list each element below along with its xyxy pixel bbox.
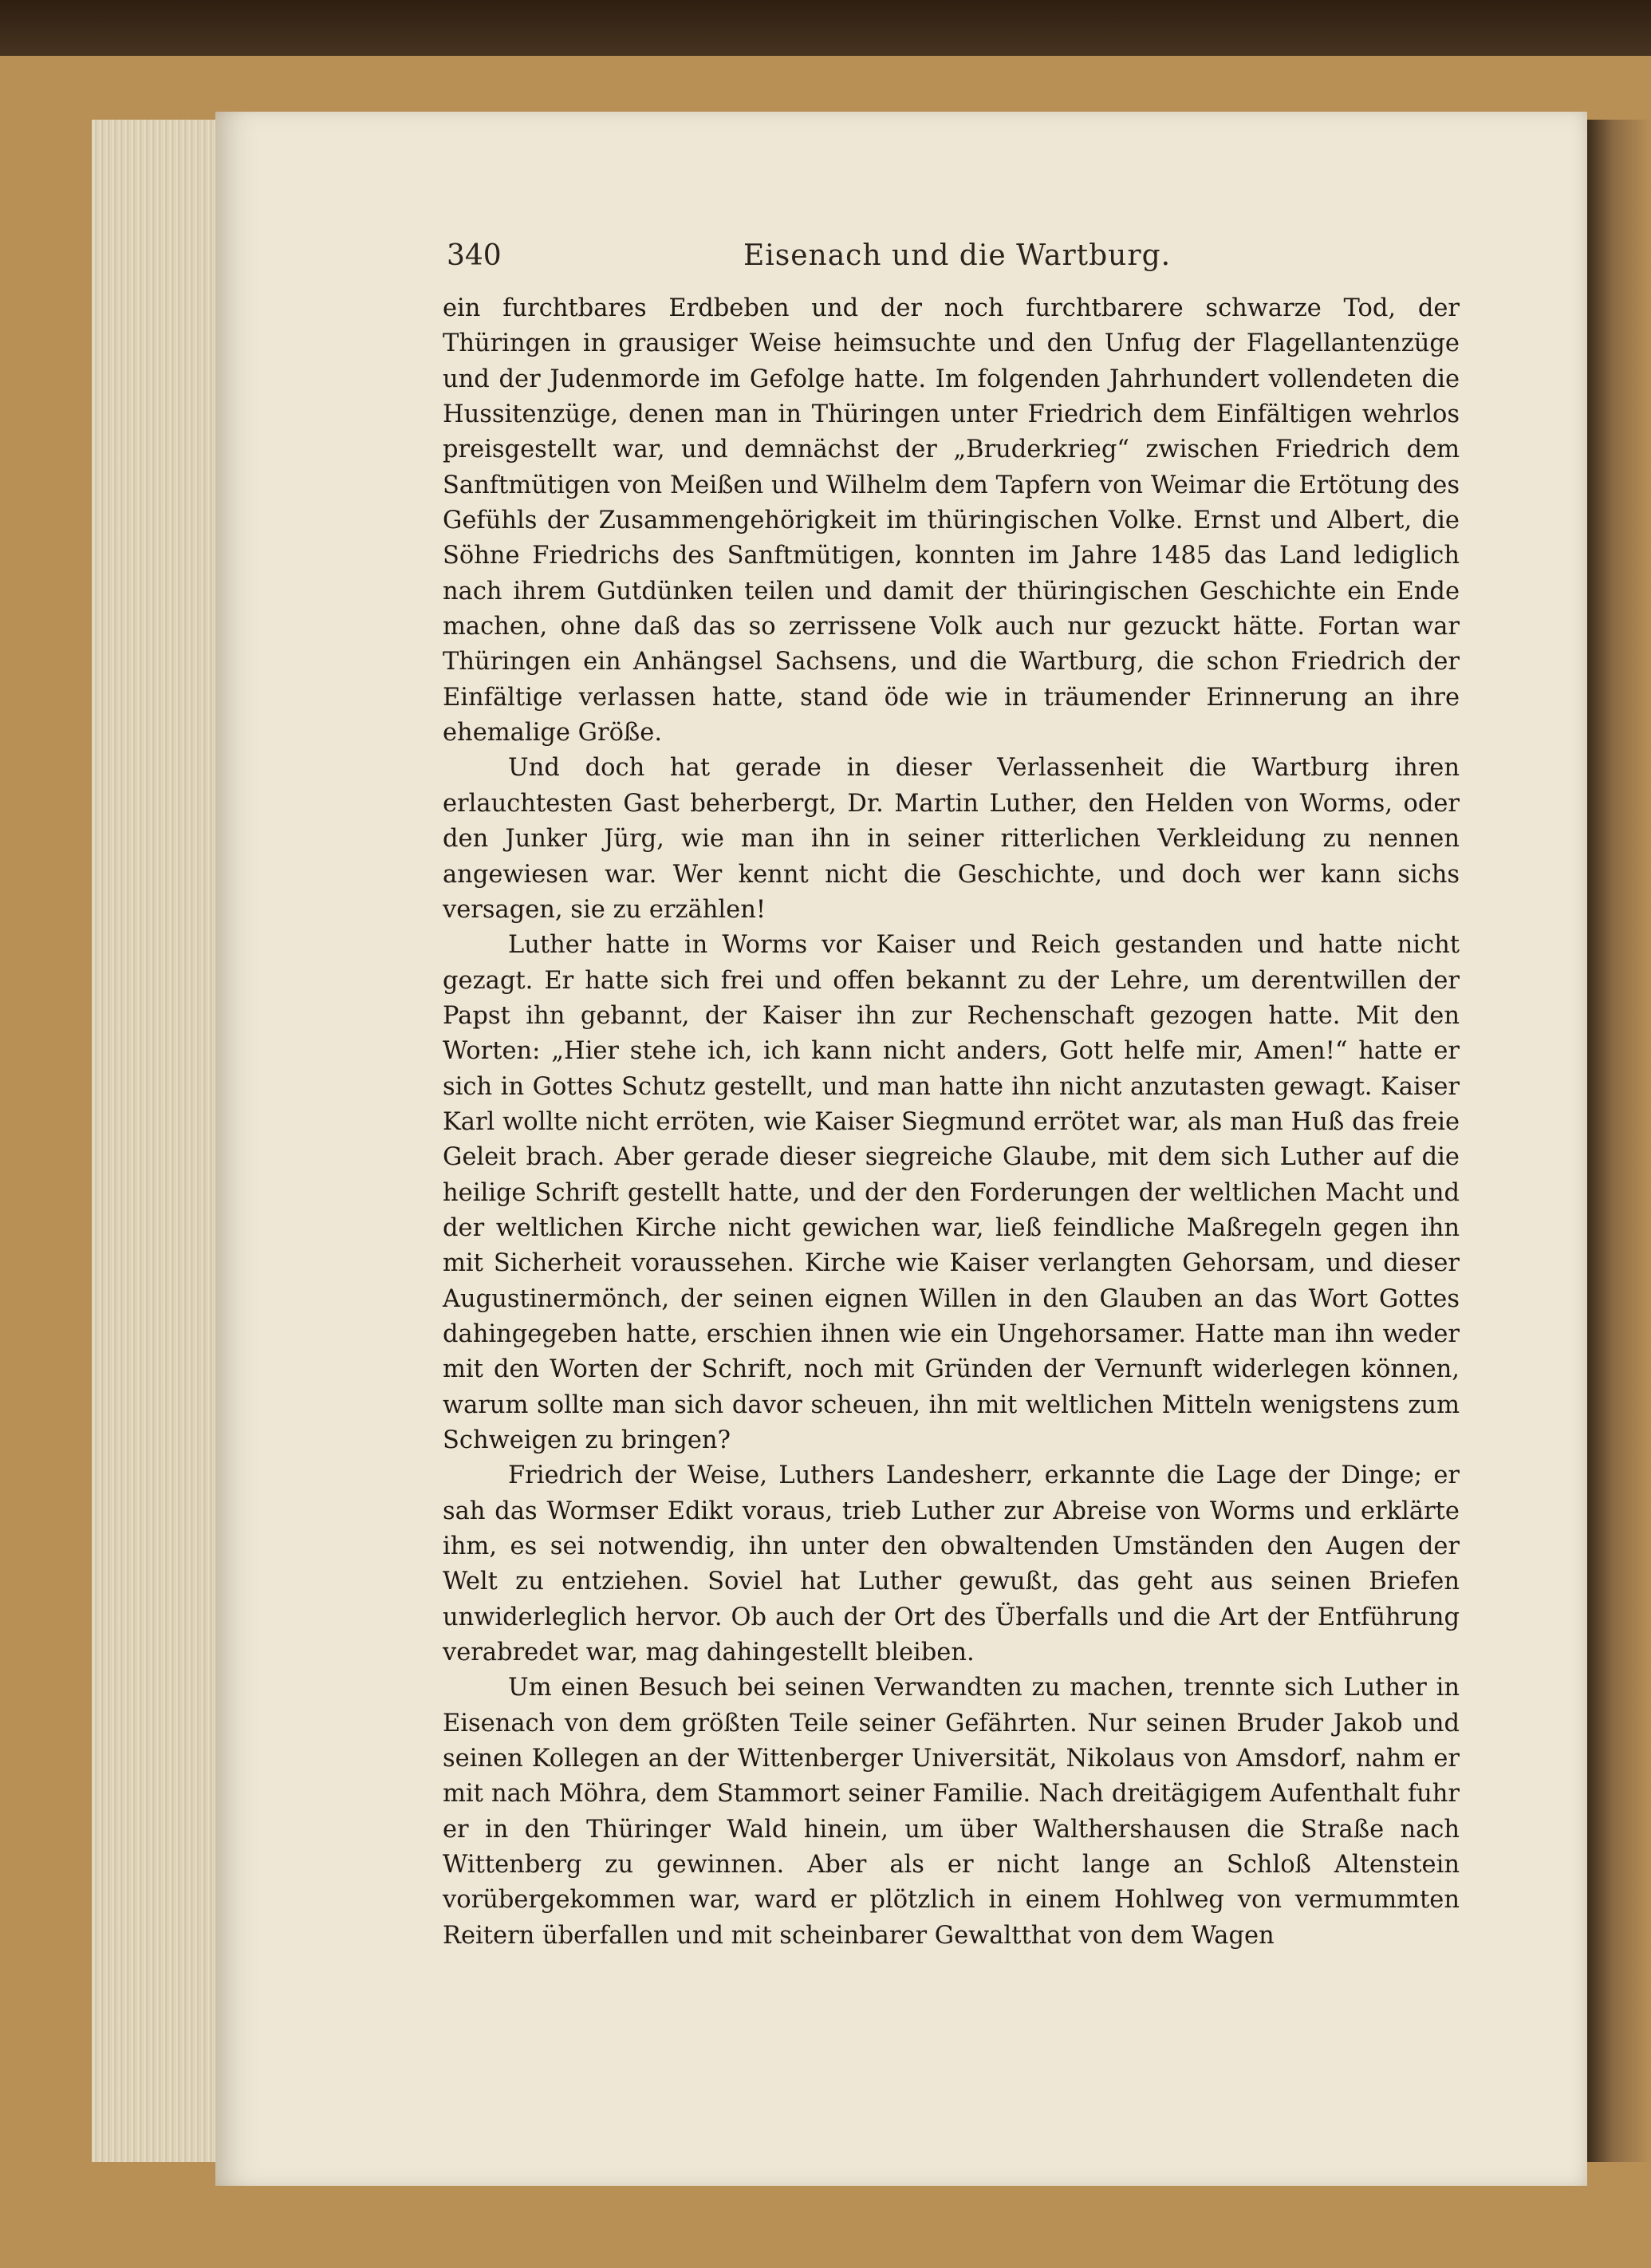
page-number: 340 (447, 239, 502, 272)
background-top (0, 0, 1651, 64)
paragraph: Friedrich der Weise, Luthers Landesherr, erkannte die Lage der Dinge; er sah das Wormser Edikt voraus, trieb Luther zur Abreise von Worms und erklärte ihm, es sei notwendig, ihn unter den obwaltenden Umständen den Augen der Welt zu entziehen. Soviel hat Luther gewußt, das geht aus seinen Briefen unwiderleglich hervor. Ob auch der Ort des Überfalls und die Art der Entführung verabredet war, mag dahingestellt bleiben. (443, 1461, 1460, 1667)
right-page-edge (1587, 120, 1651, 2162)
body-text (443, 291, 1460, 1954)
paragraph: Luther hatte in Worms vor Kaiser und Reich gestanden und hatte nicht gezagt. Er hatte sich frei und offen bekannt zu der Lehre, um derentwillen der Papst ihn gebannt, der Kaiser ihn zur Rechenschaft gezogen hatte. Mit den Worten: „Hier stehe ich, ich kann nicht anders, Gott helfe mir, Amen!“ hatte er sich in Gottes Schutz gestellt, und man hatte ihn nicht anzutasten gewagt. Kaiser Karl wollte nicht erröten, wie Kaiser Siegmund errötet war, als man Huß das freie Geleit brach. Aber gerade dieser siegreiche Glaube, mit dem sich Luther auf die heilige Schrift gestellt hatte, und der den Forderungen der weltlichen Macht und der weltlichen Kirche nicht gewichen war, ließ feindliche Maßregeln gegen ihn mit Sicherheit voraussehen. Kirche wie Kaiser verlangten Gehorsam, und dieser Augustinermönch, der seinen eignen Willen in den Glauben an das Wort Gottes dahingegeben hatte, erschien ihnen wie ein Ungehorsamer. Hatte man ihn weder mit den Worten der Schrift, noch mit Gründen der Vernunft widerlegen können, warum sollte man sich davor scheuen, ihn mit weltlichen Mitteln wenigstens zum Schweigen zu bringen? (443, 931, 1460, 1454)
page-stack-edges (92, 120, 227, 2162)
page-header (447, 239, 1468, 287)
paragraph: ein furchtbares Erdbeben und der noch furchtbarere schwarze Tod, der Thüringen in grausiger Weise heimsuchte und den Unfug der Flagellantenzüge und der Judenmorde im Gefolge hatte. Im folgenden Jahrhundert vollendeten die Hussitenzüge, denen man in Thüringen unter Friedrich dem Einfältigen wehrlos preisgestellt war, und demnächst der „Bruderkrieg“ zwischen Friedrich dem Sanftmütigen von Meißen und Wilhelm dem Tapfern von Weimar die Ertötung des Gefühls der Zusammengehörigkeit im thüringischen Volke. Ernst und Albert, die Söhne Friedrichs des Sanftmütigen, konnten im Jahre 1485 das Land lediglich nach ihrem Gutdünken teilen und damit der thüringischen Geschichte ein Ende machen, ohne daß das so zerrissene Volk auch nur gezuckt hätte. Fortan war Thüringen ein Anhängsel Sachsens, und die Wartburg, die schon Friedrich der Einfältige verlassen hatte, stand öde wie in träumender Erinnerung an ihre ehemalige Größe. (443, 294, 1460, 747)
running-title: Eisenach und die Wartburg. (743, 239, 1172, 272)
paragraph: Um einen Besuch bei seinen Verwandten zu machen, trennte sich Luther in Eisenach von dem größten Teile seiner Gefährten. Nur seinen Bruder Jakob und seinen Kollegen an der Wittenberger Universität, Nikolaus von Amsdorf, nahm er mit nach Möhra, dem Stammort seiner Familie. Nach dreitägigem Aufenthalt fuhr er in den Thüringer Wald hinein, um über Walthershausen die Straße nach Wittenberg zu gewinnen. Aber als er nicht lange an Schloß Altenstein vorübergekommen war, ward er plötzlich in einem Hohlweg von vermummten Reitern überfallen und mit scheinbarer Gewaltthat von dem Wagen (443, 1674, 1460, 1950)
paragraph: Und doch hat gerade in dieser Verlassenheit die Wartburg ihren erlauchtesten Gast beherbergt, Dr. Martin Luther, den Helden von Worms, oder den Junker Jürg, wie man ihn in seiner ritterlichen Verkleidung zu nennen angewiesen war. Wer kennt nicht die Geschichte, und doch wer kann sichs versagen, sie zu erzählen! (443, 754, 1460, 924)
